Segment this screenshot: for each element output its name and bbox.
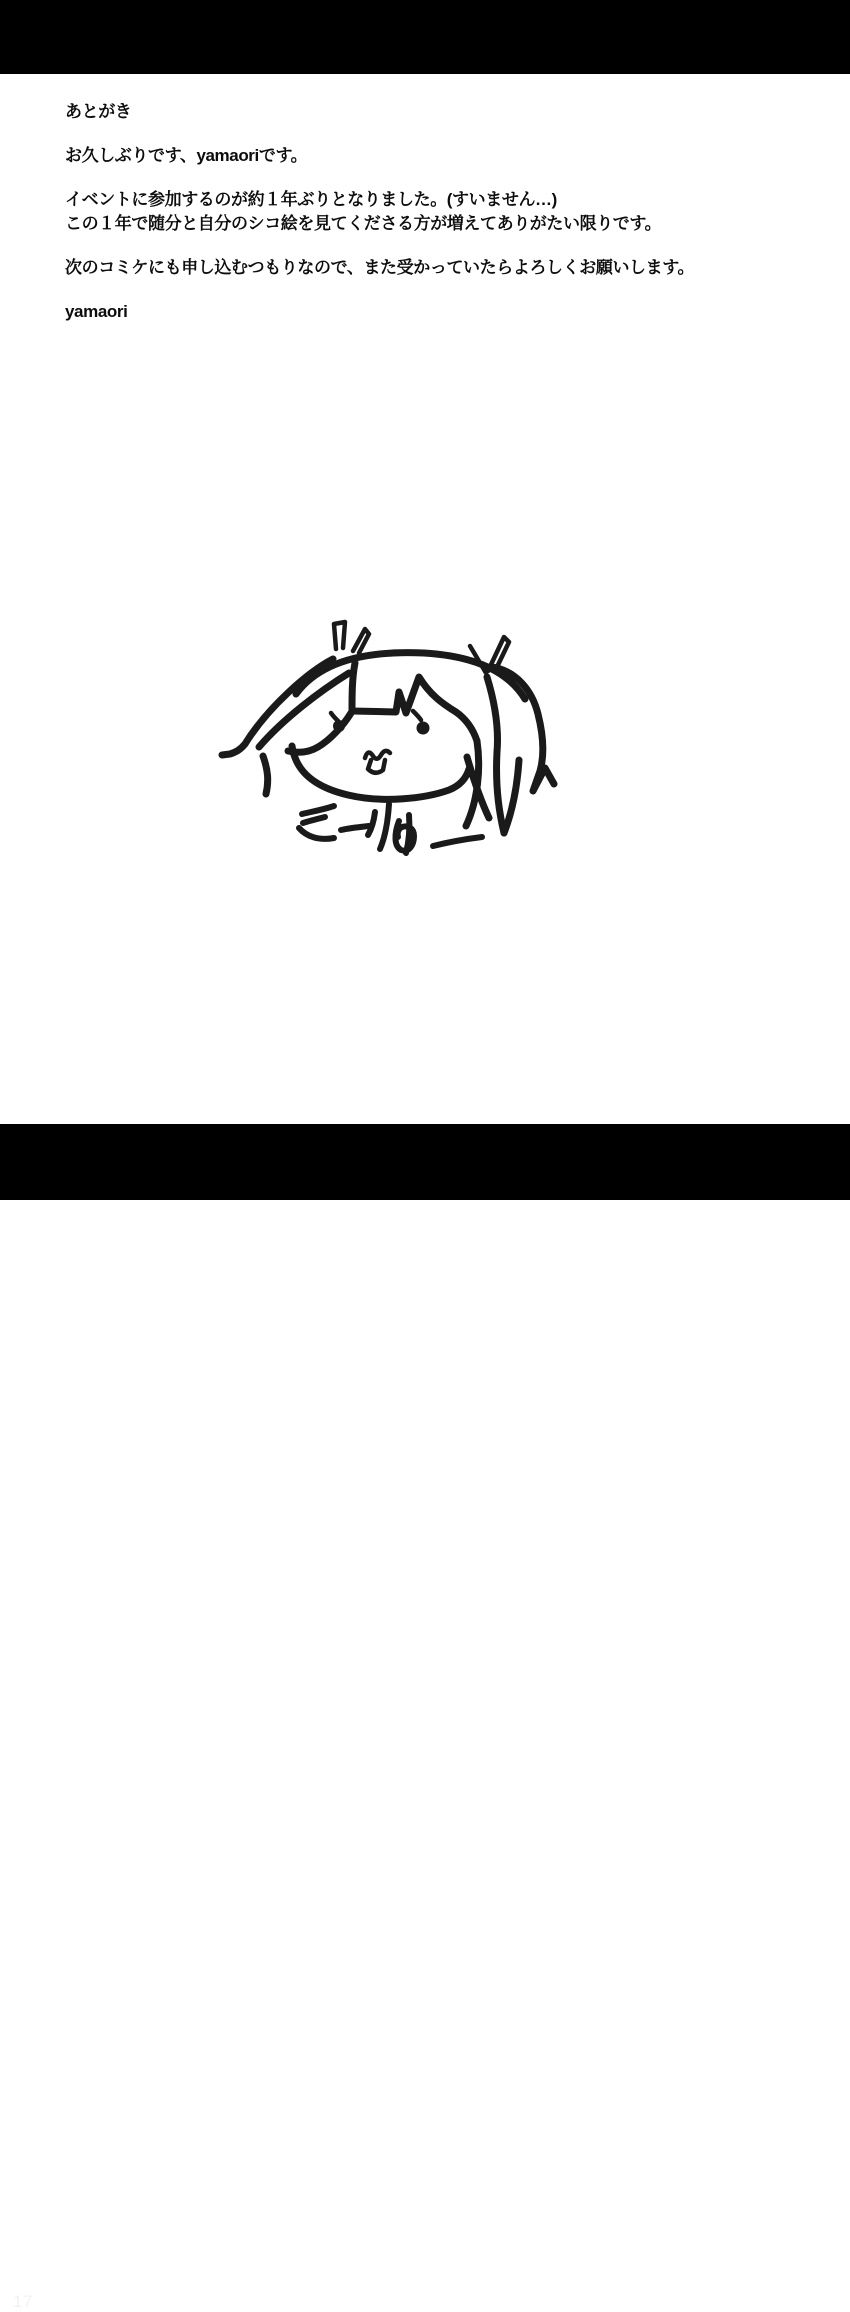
handwriting-dash1 [341,826,369,830]
doodle-left-tail-outer [222,659,333,755]
author-signature: yamaori [65,302,128,321]
event-line: イベントに参加するのが約１年ぶりとなりました。(すいません…) [65,190,557,209]
left-eye-lash [331,713,338,721]
page-number: 17 [13,2292,33,2311]
comiket-line: 次のコミケにも申し込むつもりなので、また受かっていたらよろしくお願いします。 [65,258,695,277]
top-border-band [0,0,850,74]
bottom-border-band [0,1124,850,2311]
doodle-right-tail-outer [492,667,554,791]
handwriting-dash2 [433,837,482,846]
afterword-heading: あとがき [65,102,132,121]
handwriting-ri [368,804,389,849]
left-ribbon-tie [334,622,369,653]
greeting-line: お久しぶりです、yamaoriです。 [65,146,308,165]
doodle-bangs [352,663,477,741]
right-eye-lash [413,711,421,720]
handwriting-yu [395,815,414,853]
thanks-line: この１年で随分と自分のシコ絵を見てくださる方が増えてありがたい限りです。 [65,214,662,233]
doodle-left-strand [288,713,351,752]
doodle-right-tail-mid [504,760,519,833]
doodle-left-tail-wisp [263,756,268,794]
right-eye [417,722,430,735]
mouth-top [365,751,390,759]
mouth-pouch [368,760,385,773]
handwriting-so [299,806,334,839]
doodle-right-tail-inner [487,677,504,833]
chibi-girl-doodle [210,600,570,870]
